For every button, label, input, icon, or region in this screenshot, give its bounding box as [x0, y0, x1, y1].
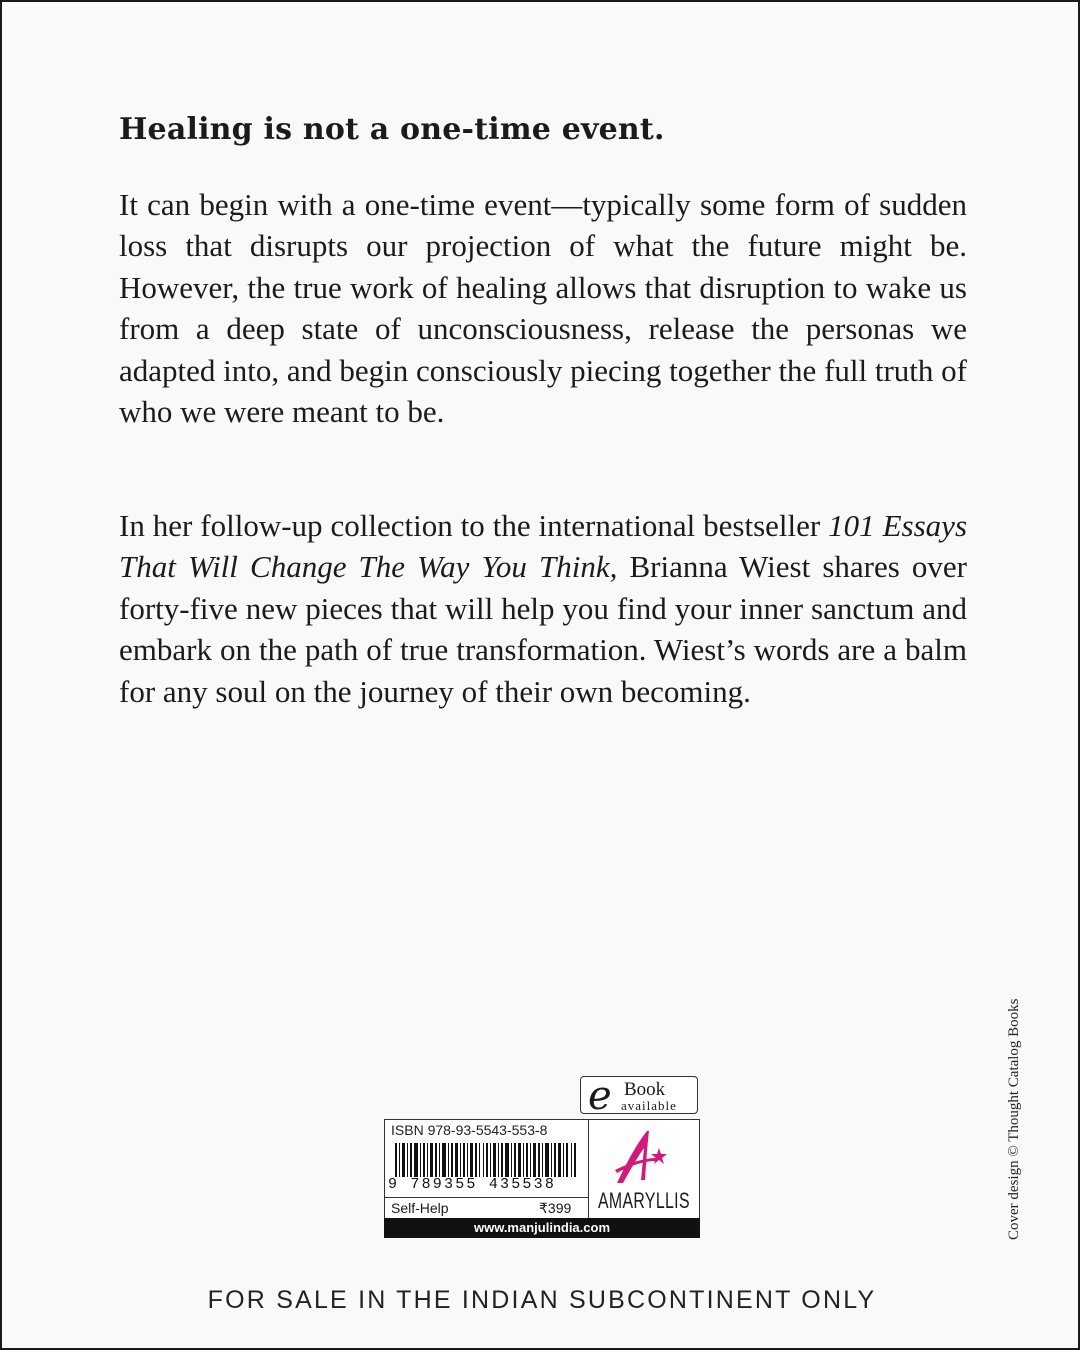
ebook-available-badge	[580, 1073, 698, 1119]
publisher-url[interactable]: www.manjulindia.com	[384, 1218, 700, 1238]
ebook-e-letter: e	[588, 1073, 612, 1119]
barcode-digits: 9 789355 435538	[388, 1177, 584, 1193]
panel-divider	[588, 1120, 589, 1218]
blurb-body: Brianna Wiest shares over forty-five new pieces that will help you find your inner sanctum and embark on the path of true transformation. Wiest’s words are a balm for any soul on the journey of their own becoming.	[119, 549, 967, 709]
ebook-status: available	[621, 1098, 677, 1113]
isbn-text: ISBN 978-93-5543-553-8	[391, 1122, 548, 1138]
blurb-intro: In her follow-up collection to the international bestseller	[119, 508, 821, 543]
headline: Healing is not a one-time event.	[119, 112, 665, 147]
publisher-name: AMARYLLIS	[598, 1188, 690, 1213]
barcode-panel	[384, 1119, 700, 1219]
category-label: Self-Help	[391, 1200, 449, 1216]
referenced-book-title: 101 Essays That Will Change The Way You Think,	[119, 508, 968, 585]
amaryllis-logo-icon	[611, 1128, 671, 1188]
price-label: ₹399	[539, 1200, 572, 1216]
blurb-paragraph-2	[119, 505, 967, 712]
sale-notice: FOR SALE IN THE INDIAN SUBCONTINENT ONLY	[207, 1286, 877, 1314]
ebook-word: Book	[624, 1079, 666, 1100]
category-divider	[385, 1197, 588, 1198]
cover-design-credit: Cover design © Thought Catalog Books	[1006, 998, 1022, 1240]
blurb-paragraph-1: It can begin with a one-time event—typically some form of sudden loss that disrupts our projection of what the future might be. However, the true work of healing allows that disruption to wake us from a deep state of unconsciousness, release the personas we adapted into, and begin consciously piecing together the full truth of who we were meant to be.	[119, 187, 967, 430]
